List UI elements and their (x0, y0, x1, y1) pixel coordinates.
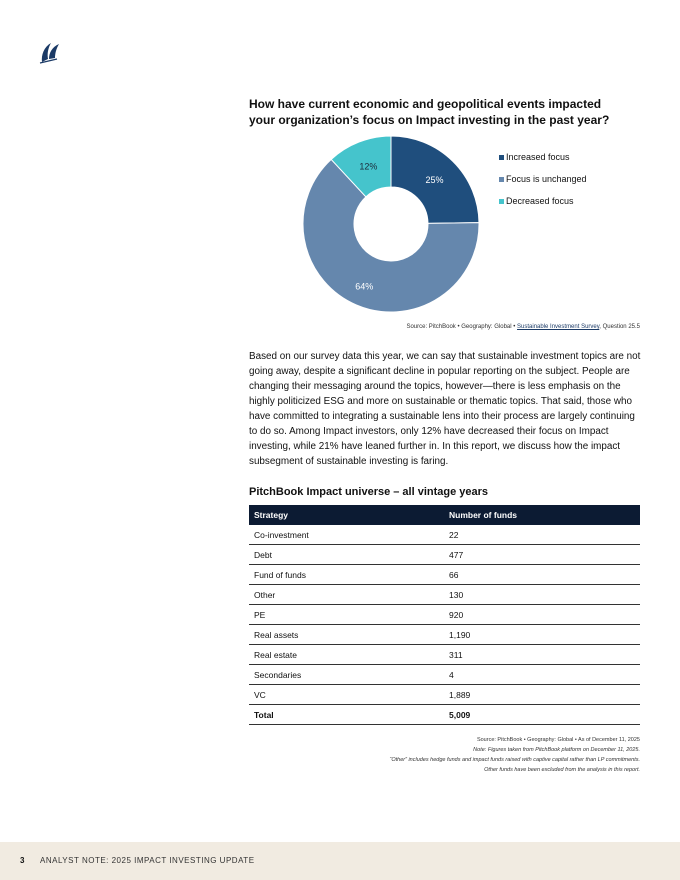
legend-swatch (499, 199, 504, 204)
table-body (249, 525, 640, 725)
legend-swatch (499, 155, 504, 160)
pitchbook-logo (38, 40, 60, 64)
table-row (249, 685, 640, 705)
donut-chart-svg (300, 133, 482, 315)
strategy-cell: Other (249, 585, 444, 605)
body-paragraph: Based on our survey data this year, we can say that sustainable investment topics are not going away, despite a significant decline in popular reporting on the subject. People are changing their messaging around the topics, however—there is less emphasis on the highly politicized ESG and more on sustainable or thematic topics. That said, those who have committed to integrating a sustainable lens into their process are largely continuing to do so. Among Impact investors, only 12% have decreased their focus on Impact investing, while 21% have leaned further in. In this report, we discuss how the impact subsegment of sustainable investing is faring. (249, 351, 641, 467)
legend-item (499, 190, 587, 212)
table-title: PitchBook Impact universe – all vintage years (249, 486, 489, 498)
table-row (249, 565, 640, 585)
table-row (249, 645, 640, 665)
strategy-cell: Secondaries (249, 665, 444, 685)
legend-item (499, 168, 587, 190)
strategy-cell: Real assets (249, 625, 444, 645)
table-note: “Other” includes hedge funds and impact funds raised with captive capital rather than LP commitments. (389, 757, 640, 763)
table-total-row (249, 705, 640, 725)
fund-count-cell: 477 (444, 545, 640, 565)
table-row (249, 545, 640, 565)
table-row (249, 605, 640, 625)
strategy-cell: Co-investment (249, 525, 444, 545)
donut-value-label: 25% (425, 174, 444, 185)
chart-source-prefix: Source: PitchBook • Geography: Global • (406, 324, 518, 330)
chart-legend (499, 146, 587, 212)
strategy-cell: VC (249, 685, 444, 705)
donut-chart (300, 133, 482, 315)
survey-link[interactable]: Sustainable Investment Survey (517, 324, 600, 330)
chart-source (406, 324, 640, 330)
chart-title: How have current economic and geopolitical events impacted your organization’s focus on Impact investing in the past year? (249, 97, 610, 127)
pitchbook-sail-icon (38, 40, 60, 64)
strategy-cell: PE (249, 605, 444, 625)
column-header-number-of-funds: Number of funds (444, 505, 640, 525)
donut-value-label: 64% (355, 281, 374, 292)
table-row (249, 585, 640, 605)
legend-item (499, 146, 587, 168)
table-row (249, 525, 640, 545)
fund-count-cell: 920 (444, 605, 640, 625)
strategy-cell: Real estate (249, 645, 444, 665)
footer-title: ANALYST NOTE: 2025 IMPACT INVESTING UPDATE (40, 856, 255, 865)
fund-count-cell: 1,190 (444, 625, 640, 645)
legend-label: Focus is unchanged (506, 174, 587, 184)
chart-source-suffix: , Question 25.5 (599, 324, 640, 330)
impact-universe-table (249, 505, 640, 725)
table-row (249, 625, 640, 645)
legend-label: Increased focus (506, 152, 570, 162)
fund-count-cell: 66 (444, 565, 640, 585)
strategy-cell: Debt (249, 545, 444, 565)
table-notes (390, 735, 640, 775)
fund-count-cell: 22 (444, 525, 640, 545)
table-note: Other funds have been excluded from the analysis in this report. (484, 767, 640, 773)
strategy-cell: Total (249, 705, 444, 725)
donut-value-label: 12% (359, 161, 378, 172)
column-header-strategy: Strategy (249, 505, 444, 525)
fund-count-cell: 1,889 (444, 685, 640, 705)
fund-count-cell: 130 (444, 585, 640, 605)
table-source: Source: PitchBook • Geography: Global • As of December 11, 2025 (476, 737, 640, 743)
fund-count-cell: 4 (444, 665, 640, 685)
table-header-row (249, 505, 640, 525)
fund-count-cell: 5,009 (444, 705, 640, 725)
table-note: Note: Figures taken from PitchBook platform on December 11, 2025. (473, 747, 640, 753)
fund-count-cell: 311 (444, 645, 640, 665)
legend-label: Decreased focus (506, 196, 574, 206)
legend-swatch (499, 177, 504, 182)
page-footer (0, 842, 680, 880)
page-number: 3 (20, 856, 25, 865)
table-row (249, 665, 640, 685)
strategy-cell: Fund of funds (249, 565, 444, 585)
